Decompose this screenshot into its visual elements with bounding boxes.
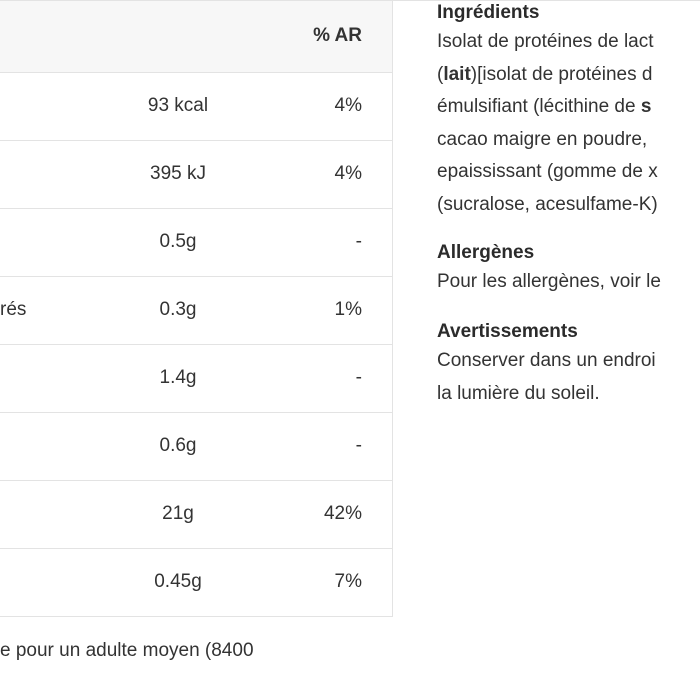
table-row xyxy=(0,413,392,481)
allergen-soy: s xyxy=(640,96,652,117)
nutrient-value: 0.45g xyxy=(154,571,202,592)
nutrient-ar: 7% xyxy=(334,571,362,592)
ingredients-line xyxy=(437,91,700,124)
ingredients-section xyxy=(437,0,700,221)
text-fragment: émulsifiant (lécithine de xyxy=(437,96,641,117)
allergens-text: Pour les allergènes, voir le xyxy=(437,271,661,292)
nutrient-ar: - xyxy=(355,435,362,456)
ingredients-line: cacao maigre en poudre, xyxy=(437,128,648,150)
nutrient-ar: - xyxy=(355,231,362,252)
ingredients-line: epaississant (gomme de x xyxy=(437,161,658,182)
nutrient-ar: 42% xyxy=(323,503,362,524)
nutrient-value: 0.3g xyxy=(159,299,197,320)
ar-column-header: % AR xyxy=(313,25,362,46)
nutrient-value: 93 kcal xyxy=(147,95,209,116)
warnings-line: la lumière du soleil. xyxy=(437,382,600,404)
table-row xyxy=(0,73,392,141)
ingredients-line: Isolat de protéines de lact xyxy=(437,31,654,52)
allergens-section xyxy=(437,240,700,299)
allergen-milk: lait xyxy=(443,63,471,85)
product-details xyxy=(437,0,700,700)
warnings-title: Avertissements xyxy=(437,321,578,342)
nutrient-value: 21g xyxy=(162,503,194,524)
ingredients-line: (sucralose, acesulfame-K) xyxy=(437,193,658,215)
table-row xyxy=(0,209,392,277)
text-fragment: )[isolat de protéines d xyxy=(470,63,653,85)
nutrient-ar: 4% xyxy=(334,163,362,184)
text-fragment: ( xyxy=(437,63,444,85)
table-row xyxy=(0,141,392,209)
ingredients-title: Ingrédients xyxy=(437,2,540,23)
ingredients-line xyxy=(437,59,700,92)
table-row xyxy=(0,277,392,345)
nutrient-name: rés xyxy=(0,299,27,320)
nutrient-value: 395 kJ xyxy=(150,163,206,184)
warnings-line: Conserver dans un endroi xyxy=(437,350,656,371)
table-row xyxy=(0,549,392,617)
nutrient-value: 1.4g xyxy=(159,367,197,388)
allergens-title: Allergènes xyxy=(437,242,535,263)
nutrition-table xyxy=(0,0,393,617)
nutrient-ar: 1% xyxy=(334,299,362,320)
nutrient-value: 0.6g xyxy=(159,435,197,456)
table-row xyxy=(0,345,392,413)
nutrition-footnote: e pour un adulte moyen (8400 xyxy=(0,640,254,661)
warnings-section xyxy=(437,319,700,410)
nutrient-ar: - xyxy=(355,367,362,388)
nutrient-ar: 4% xyxy=(334,95,362,116)
nutrition-table-header xyxy=(0,0,392,73)
nutrient-value: 0.5g xyxy=(159,231,197,252)
table-row xyxy=(0,481,392,549)
